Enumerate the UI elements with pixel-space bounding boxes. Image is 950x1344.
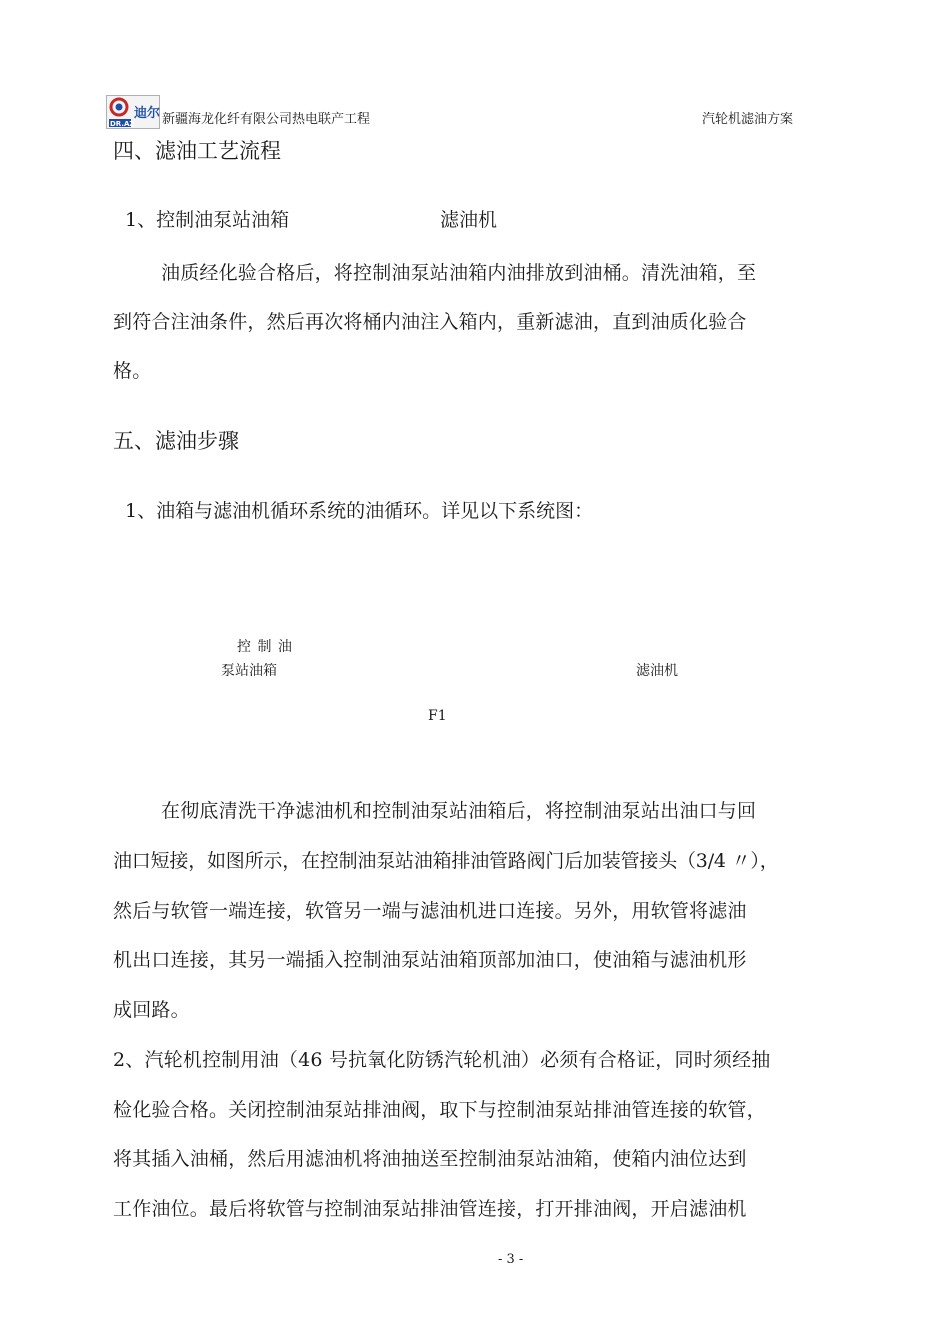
diagram-tank-label-2: 泵站油箱 — [221, 663, 277, 679]
para-line: 工作油位。最后将软管与控制油泵站排油管连接，打开排油阀，开启滤油机 — [113, 1198, 747, 1220]
diagram-valve-label: F1 — [428, 708, 447, 724]
section-5-title: 五、滤油步骤 — [113, 429, 239, 453]
diagram-filter-label: 滤油机 — [636, 663, 678, 679]
para-line: 格。 — [113, 360, 152, 382]
svg-text:迪尔: 迪尔 — [134, 106, 160, 121]
para-line: 2、汽轮机控制用油（46 号抗氧化防锈汽轮机油）必须有合格证，同时须经抽 — [113, 1049, 771, 1071]
page-number: - 3 - — [498, 1252, 524, 1267]
flow-left-label: 1、控制油泵站油箱 — [125, 209, 290, 231]
para-line: 油质经化验合格后，将控制油泵站油箱内油排放到油桶。清洗油箱，至 — [161, 262, 757, 284]
header-doc-title: 汽轮机滤油方案 — [702, 112, 794, 127]
para-line: 到符合注油条件，然后再次将桶内油注入箱内，重新滤油，直到油质化验合 — [113, 311, 747, 333]
para-line: 在彻底清洗干净滤油机和控制油泵站油箱后，将控制油泵站出油口与回 — [161, 800, 757, 822]
step-1-text: 1、油箱与滤油机循环系统的油循环。详见以下系统图： — [125, 500, 594, 522]
header-company: 新疆海龙化纤有限公司热电联产工程 — [162, 112, 371, 127]
diagram-tank-label-1: 控 制 油 — [237, 639, 293, 655]
para-line: 检化验合格。关闭控制油泵站排油阀，取下与控制油泵站排油管连接的软管， — [113, 1099, 766, 1121]
para-line: 将其插入油桶，然后用滤油机将油抽送至控制油泵站油箱，使箱内油位达到 — [113, 1148, 747, 1170]
company-logo — [106, 95, 160, 129]
para-line: 机出口连接，其另一端插入控制油泵站油箱顶部加油口，使油箱与滤油机形 — [113, 949, 747, 971]
flow-right-label: 滤油机 — [440, 209, 498, 231]
para-line: 成回路。 — [113, 999, 190, 1021]
para-line: 油口短接，如图所示，在控制油泵站油箱排油管路阀门后加装管接头（3/4 〃）， — [113, 850, 779, 872]
section-4-title: 四、滤油工艺流程 — [113, 139, 281, 163]
para-line: 然后与软管一端连接，软管另一端与滤油机进口连接。另外，用软管将滤油 — [113, 900, 747, 922]
svg-text:DR.AZ: DR.AZ — [110, 120, 135, 128]
